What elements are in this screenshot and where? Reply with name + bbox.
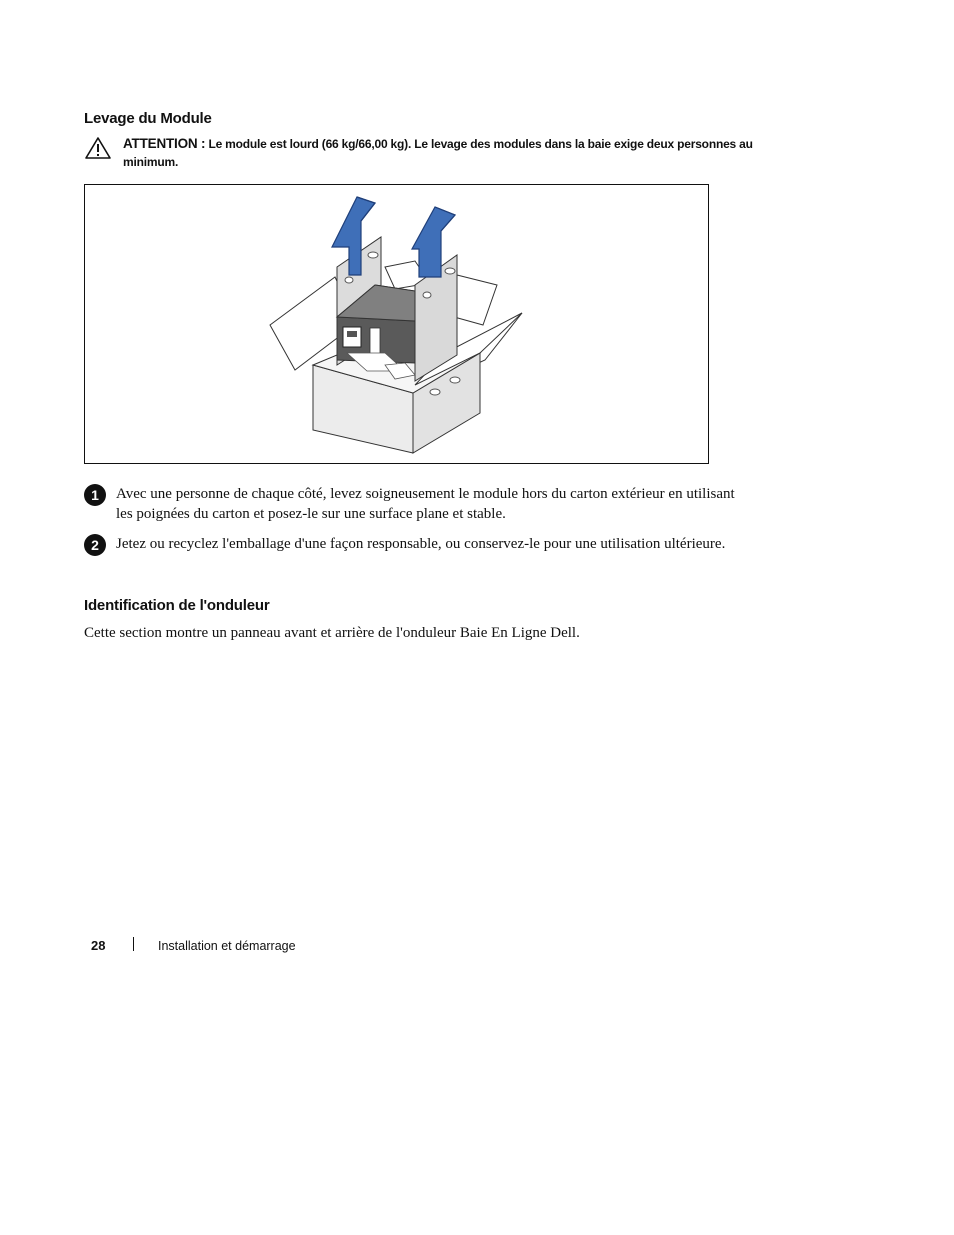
page-number: 28 (91, 938, 106, 953)
step-number-badge: 1 (84, 484, 106, 506)
body-paragraph: Cette section montre un panneau avant et arrière de l'onduleur Baie En Ligne Dell. (84, 625, 580, 641)
section-title: Levage du Module (84, 110, 212, 127)
step-number-badge: 2 (84, 534, 106, 556)
footer-chapter-title: Installation et démarrage (158, 939, 296, 953)
section-title: Identification de l'onduleur (84, 597, 270, 614)
lifting-illustration (84, 184, 709, 464)
footer-divider (133, 937, 134, 951)
caution-label: ATTENTION : (123, 136, 206, 151)
caution-body: Le module est lourd (66 kg/66,00 kg). Le levage des modules dans la baie exige deux personnes au minimum. (123, 137, 753, 169)
caution-note (123, 135, 763, 171)
caution-icon (84, 136, 112, 160)
step-text: Jetez ou recyclez l'emballage d'une façon responsable, ou conservez-le pour une utilisation ultérieure. (116, 536, 726, 552)
step-text: Avec une personne de chaque côté, levez soigneusement le module hors du carton extérieur en utilisant les poignées du carton et posez-le sur une surface plane et stable. (116, 486, 735, 522)
